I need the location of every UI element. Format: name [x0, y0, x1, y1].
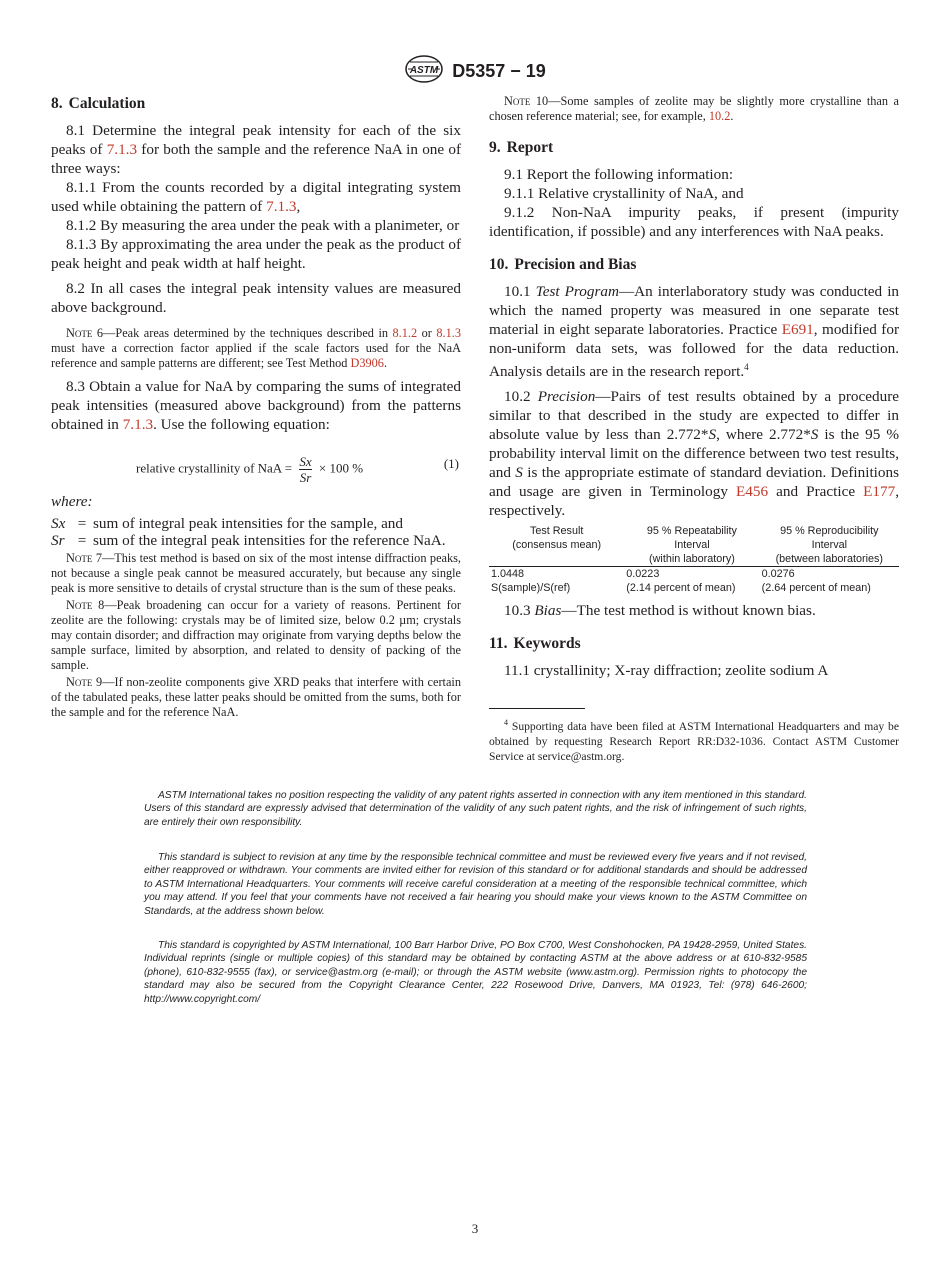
footnote-divider: [489, 708, 585, 709]
equation-number: (1): [443, 456, 459, 471]
left-column: [51, 94, 461, 720]
where-label: where:: [51, 493, 93, 510]
note-6: Note 6—Peak areas determined by the techniques described in 8.1.2 or 8.1.3 must have a correction factor applied if the scale factors used for the NaA reference and sample patterns are different; see Test Method D3906.: [51, 326, 461, 370]
definition-sr: Sr = sum of the integral peak intensities for the reference NaA.: [51, 532, 446, 549]
revision-notice: This standard is subject to revision at any time by the responsible technical committee and must be reviewed every five years and if not revised, either reapproved or withdrawn. Your comments are invited either for revision of this standard or for additional standards and should be addressed to ASTM International Headquarters. Your comments will receive careful consideration at a meeting of the responsible technical committee, which you may attend. If you feel that your comments have not received a fair hearing you should make your views known to the ASTM Committee on Standards, at the address shown below.: [144, 852, 807, 917]
note-8: Note 8—Peak broadening can occur for a variety of reasons. Pertinent for zeolite are the following: crystals may be of limited size, below 0.2 µm; crystals may contain disorder; and diffraction may originate from varying depths below the sample surface, limited by absorption, and related to density of packing of the sample.: [51, 598, 461, 672]
para-10-1: 10.1 Test Program—An interlaboratory study was conducted in which the named property was measured in one separate test material in eight separate laboratories. Practice E691, modified for non-uniform data sets, was followed for the data reduction. Analysis details are in the research report.$^4$: [489, 283, 900, 381]
equation-1: relative crystallinity of NaA = $\frac{Sx}{Sr}$ × 100 % (1): [136, 454, 459, 485]
page-header: [0, 54, 950, 89]
para-11-1: 11.1 crystallinity; X-ray diffraction; zeolite sodium A: [504, 662, 829, 680]
para-10-3: 10.3 Bias—The test method is without known bias.: [504, 602, 816, 620]
svg-text:ASTM: ASTM: [410, 65, 439, 76]
note-9: Note 9—If non-zeolite components give XRD peaks that interfere with certain of the tabulated peaks, these latter peaks should be omitted from the sums, both for the sample and for the reference NaA.: [51, 675, 461, 719]
para-9-1-2: 9.1.2 Non-NaA impurity peaks, if present (impurity identification, if possible) and any interferences with NaA peaks.: [489, 204, 899, 240]
para-8-1-3: 8.1.3 By approximating the area under the peak as the product of peak height and peak width at half height.: [51, 236, 461, 272]
section-10-heading: 10. Precision and Bias: [489, 256, 637, 273]
para-8-1-2: 8.1.2 By measuring the area under the peak with a planimeter, or: [66, 217, 460, 234]
page-number: 3: [471, 1221, 479, 1236]
table-row: S(sample)/S(ref) (2.14 percent of mean) (2.64 percent of mean): [491, 582, 871, 595]
link-e456[interactable]: E456: [736, 483, 769, 501]
link-e691[interactable]: E691: [781, 321, 814, 338]
para-8-3: 8.3 Obtain a value for NaA by comparing the sums of integrated peak intensities (measured above background) from the patterns obtained in 7.1.3. Use the following equation:: [51, 378, 461, 433]
definition-sx: Sx = sum of integral peak intensities for the sample, and: [51, 515, 403, 532]
link-e177[interactable]: E177: [863, 483, 896, 501]
table-row: 1.0448 0.0223 0.0276: [491, 568, 795, 581]
equation-fraction: $\frac{Sx}{Sr}$: [299, 454, 312, 485]
patent-notice: ASTM International takes no position respecting the validity of any patent rights asserted in connection with any item mentioned in this standard. Users of this standard are expressly advised that determination of the validity of any such patent rights, and the risk of infringement of such rights, are entirely their own responsibility.: [144, 790, 807, 828]
para-9-1-1: 9.1.1 Relative crystallinity of NaA, and: [504, 185, 744, 202]
para-8-1: 8.1 Determine the integral peak intensity for each of the six peaks of 7.1.3 for both the sample and the reference NaA in one of three ways:: [51, 122, 462, 177]
link-10-2[interactable]: 10.2: [708, 109, 731, 123]
para-10-2: 10.2 Precision—Pairs of test results obtained by a procedure similar to that described in the study are expected to differ in absolute value by less than 2.772*S, where 2.772*S is the 95 % probability interval limit on the difference between two test results, and S is the appropriate estimate of standard deviation. Definitions and usage are given in Terminology E456 and Practice E177, respectively.: [489, 388, 899, 520]
link-8-1-2[interactable]: 8.1.2: [392, 326, 418, 340]
section-11-heading: 11. Keywords: [489, 635, 581, 653]
table-header-row: Test Result (consensus mean) 95 % Repeatability Interval (within laboratory) 95 % Reproducibility Interval (between laboratories): [489, 524, 899, 567]
copyright-notice: This standard is copyrighted by ASTM International, 100 Barr Harbor Drive, PO Box C700, West Conshohocken, PA 19428-2959, United States. Individual reprints (single or multiple copies) of this standard may be obtained by contacting ASTM at the above address or at 610-832-9585 (phone), 610-832-9555 (fax), or service@astm.org (e-mail); or through the ASTM website (www.astm.org). Permission rights to photocopy the standard may also be secured from the Copyright Clearance Center, 222 Rosewood Drive, Danvers, MA 01923, Tel: (978) 646-2600; http://www.copyright.com/: [144, 940, 807, 1005]
footnote-4: $^4$ Supporting data have been filed at ASTM International Headquarters and may be obtained by requesting Research Report RR:D32-1036. Contact ASTM Customer Service at service@astm.org.: [489, 718, 899, 763]
document-id: D5357 − 19: [452, 61, 546, 81]
link-7-1-3[interactable]: 7.1.3: [266, 198, 297, 215]
para-9-1: 9.1 Report the following information:: [504, 166, 734, 183]
section-8-heading: 8. Calculation: [51, 95, 146, 112]
right-column: [489, 94, 899, 764]
link-7-1-3[interactable]: 7.1.3: [122, 416, 154, 433]
link-d3906[interactable]: D3906: [350, 356, 384, 370]
section-9-heading: 9. Report: [489, 139, 554, 156]
precision-table: [489, 524, 899, 595]
note-7: Note 7—This test method is based on six of the most intense diffraction peaks, not because a single peak cannot be measured accurately, but because any single peak is more sensitive to details of crystal structure than is the sum of these peaks.: [51, 551, 461, 595]
note-10: Note 10—Some samples of zeolite may be slightly more crystalline than a chosen reference material; see, for example, 10.2.: [489, 94, 899, 123]
astm-logo-icon: [404, 54, 444, 89]
link-7-1-3[interactable]: 7.1.3: [106, 141, 138, 158]
para-8-2: 8.2 In all cases the integral peak intensity values are measured above background.: [51, 280, 461, 316]
para-8-1-1: 8.1.1 From the counts recorded by a digital integrating system used while obtaining the pattern of 7.1.3,: [51, 179, 461, 215]
link-8-1-3[interactable]: 8.1.3: [436, 326, 461, 340]
